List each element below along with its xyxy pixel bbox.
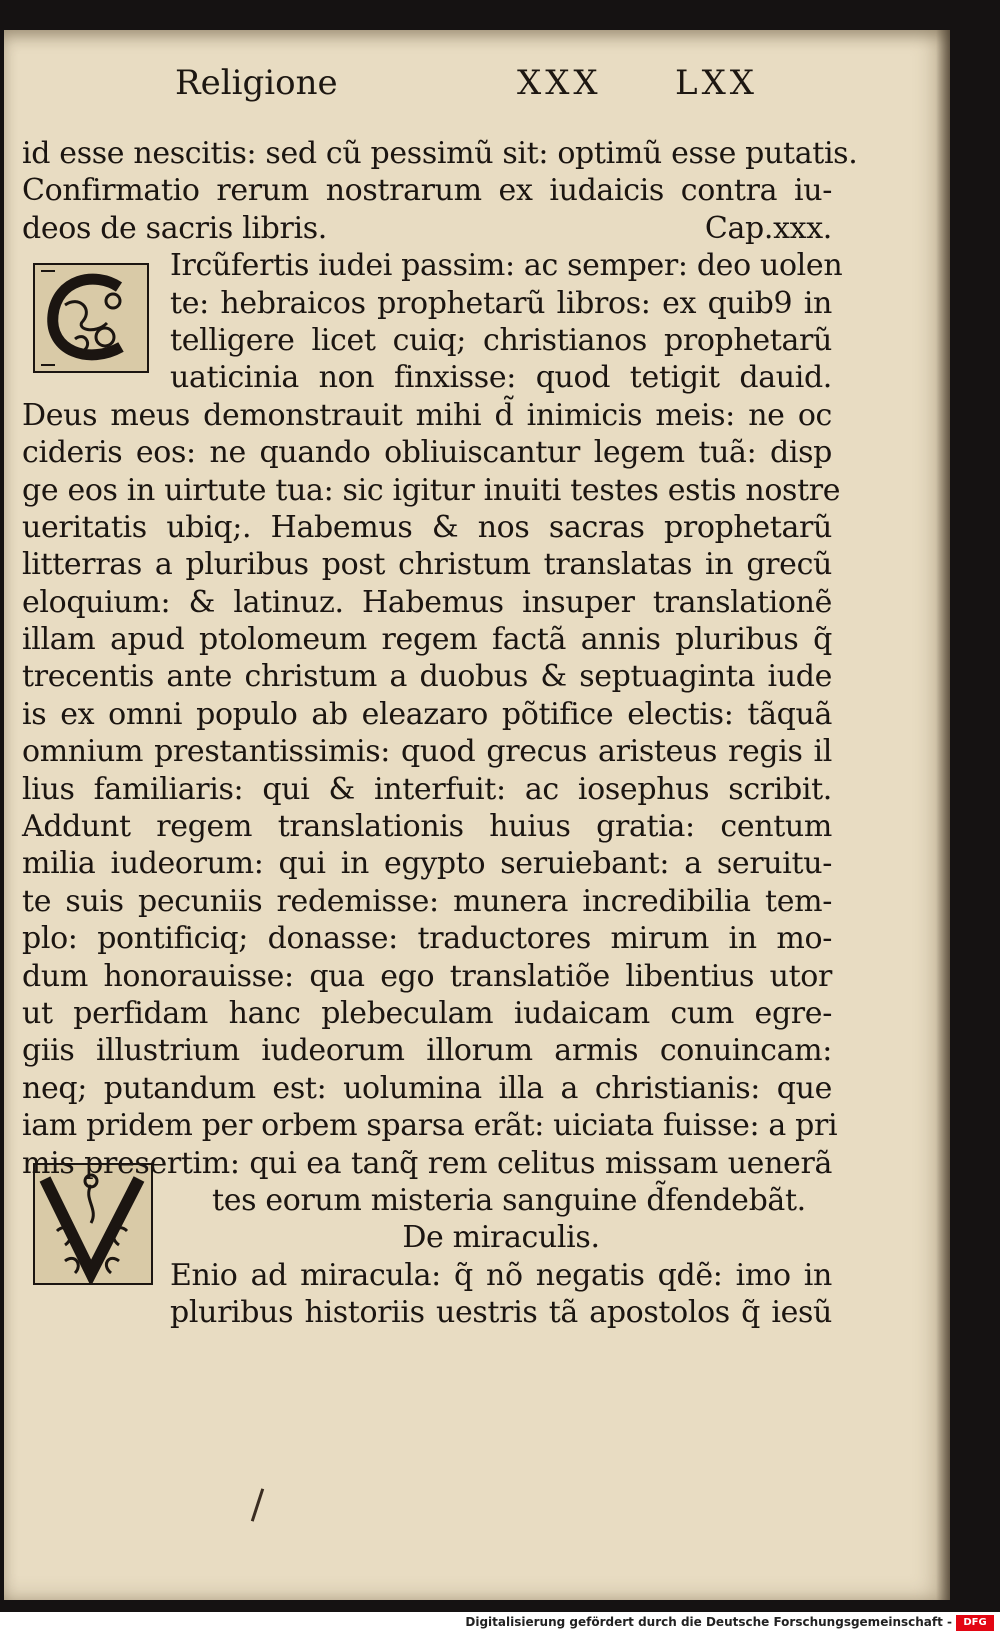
text-line: ut perfidam hanc plebeculam iudaicam cum egre-	[22, 995, 832, 1031]
text-line: omnium prestantissimis: quod grecus aristeus regis il	[22, 734, 832, 770]
text-line: giis illustrium iudeorum illorum armis conuincam:	[22, 1033, 832, 1069]
text-line: litterras a pluribus post christum translatas in grecũ	[22, 547, 832, 583]
text-line: eloquium: & latinuz. Habemus insuper translationẽ	[22, 584, 832, 620]
chapter-heading-text: deos de sacris libris.	[22, 210, 327, 246]
text-line: dum honorauisse: qua ego translatiõe libentius utor	[22, 958, 832, 994]
running-head	[175, 63, 795, 113]
text-line: plo: pontificiq; donasse: traductores mirum in mo-	[22, 921, 832, 957]
text-line: iam pridem per orbem sparsa erãt: uiciata fuisse: a pri	[22, 1108, 838, 1144]
text-line: is ex omni populo ab eleazaro põtifice electis: tãquã	[22, 696, 832, 732]
text-line: te: hebraicos prophetarũ libros: ex quib9 in	[170, 285, 832, 321]
text-line: id esse nescitis: sed cũ pessimũ sit: optimũ esse putatis.	[22, 136, 858, 171]
footer-bar	[0, 1612, 1000, 1636]
text-line: Ircũfertis iudei passim: ac semper: deo uolen	[170, 248, 843, 284]
text-line: pluribus historiis uestris tã apostolos q̃ iesũ	[170, 1295, 832, 1331]
text-line: ueritatis ubiq;. Habemus & nos sacras prophetarũ	[22, 509, 832, 545]
text-line: milia iudeorum: qui in egypto seruiebant: a seruitu-	[22, 846, 832, 882]
chapter-label: Cap.xxx.	[704, 210, 832, 246]
running-head-numeral-left: XXX	[517, 63, 602, 103]
text-line: cideris eos: ne quando obliuiscantur legem tuã: disp	[22, 435, 832, 471]
text-line: Enio ad miracula: q̃ nõ negatis qdẽ: imo in	[170, 1257, 832, 1293]
text-line: Addunt regem translationis huius gratia: centum	[22, 809, 832, 845]
text-line: mis presertim: qui ea tanq̃ rem celitus missam uenerã	[22, 1145, 832, 1181]
running-head-title: Religione	[175, 63, 338, 103]
text-line: telligere licet cuiq; christianos prophetarũ	[170, 322, 832, 358]
text-line: neq; putandum est: uolumina illa a christianis: que	[22, 1070, 832, 1106]
text-line: illam apud ptolomeum regem factã annis pluribus q̃	[22, 622, 832, 658]
text-line: te suis pecuniis redemisse: munera incredibilia tem-	[22, 883, 832, 919]
text-line: trecentis ante christum a duobus & septuaginta iude	[22, 659, 832, 695]
body-text	[22, 135, 858, 1332]
text-line: uaticinia non finxisse: quod tetigit dauid.	[170, 360, 832, 396]
text-line: ge eos in uirtute tua: sic igitur inuiti testes estis nostre	[22, 472, 841, 508]
chapter-heading-line	[22, 210, 832, 247]
dfg-logo-icon: DFG	[956, 1615, 994, 1631]
text-line: Deus meus demonstrauit mihi d̃ inimicis meis: ne oc	[22, 397, 832, 433]
folio-number: LXX	[675, 63, 758, 103]
funding-credit: Digitalisierung gefördert durch die Deutsche Forschungsgemeinschaft -	[465, 1615, 952, 1629]
section-heading: De miraculis.	[402, 1220, 600, 1256]
chapter-heading-line: Confirmatio rerum nostrarum ex iudaicis contra iu-	[22, 173, 832, 209]
text-line: lius familiaris: qui & interfuit: ac iosephus scribit.	[22, 771, 832, 807]
text-line: tes eorum misteria sanguine d̃fendebãt.	[212, 1182, 806, 1218]
